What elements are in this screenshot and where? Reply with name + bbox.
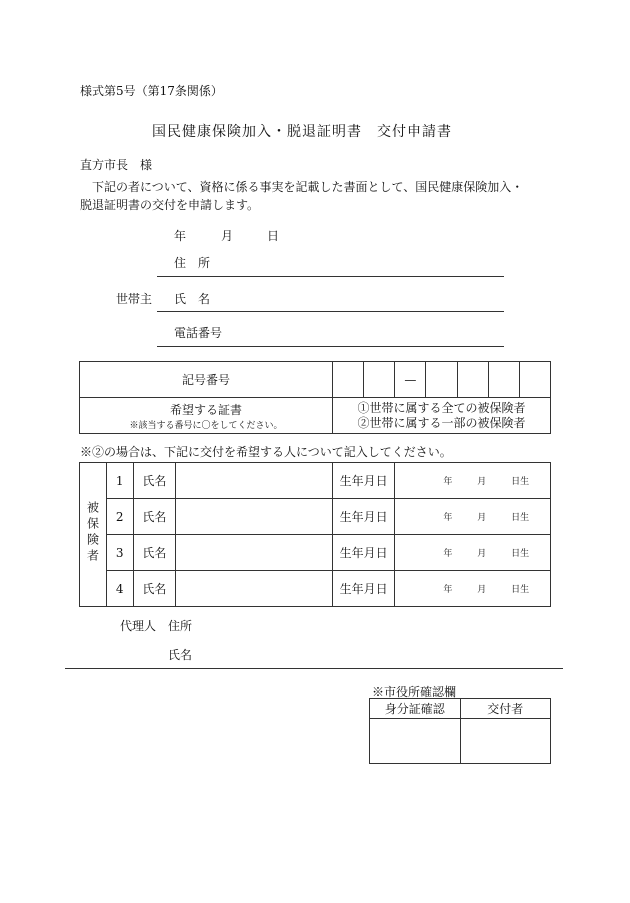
intro-line-1: 下記の者について、資格に係る事実を記載した書面として、国民健康保険加入・ <box>80 180 524 194</box>
insured-name-field[interactable] <box>176 535 333 571</box>
address-field[interactable] <box>157 276 504 277</box>
dob-year: 年 <box>443 513 453 523</box>
dob-year: 年 <box>443 549 453 559</box>
date-day-label: 日 <box>267 229 280 243</box>
dob-label: 生年月日 <box>333 535 395 571</box>
symbol-number-label: 記号番号 <box>80 362 333 398</box>
desired-cert-label: 希望する証書 <box>170 402 243 417</box>
row-number: 3 <box>106 535 133 571</box>
dob-field[interactable] <box>395 535 551 571</box>
insured-table <box>79 462 551 607</box>
dob-label: 生年月日 <box>333 499 395 535</box>
insured-header <box>80 463 107 607</box>
issuer-label: 交付者 <box>460 699 551 719</box>
issuer-field[interactable] <box>460 719 551 764</box>
number-digit-box[interactable] <box>426 362 457 398</box>
desired-cert-note: ※該当する番号に〇をしてください。 <box>129 420 283 431</box>
symbol-number-table <box>79 361 551 434</box>
row-number: 1 <box>106 463 133 499</box>
number-digit-box[interactable] <box>457 362 488 398</box>
dob-month: 月 <box>477 477 487 487</box>
divider <box>65 668 563 669</box>
name-field[interactable] <box>157 311 504 312</box>
insured-name-field[interactable] <box>176 571 333 607</box>
agent-address-label: 住所 <box>168 619 193 633</box>
option-2[interactable]: ②世帯に属する一部の被保険者 <box>357 415 526 430</box>
agent-name-label: 氏名 <box>168 648 193 662</box>
dob-year: 年 <box>443 585 453 595</box>
insured-name-label: 氏名 <box>133 571 176 607</box>
date-month-label: 月 <box>221 229 234 243</box>
row-number: 2 <box>106 499 133 535</box>
dob-day: 日生 <box>511 513 530 523</box>
number-digit-box[interactable] <box>519 362 550 398</box>
dob-month: 月 <box>477 585 487 595</box>
insured-name-label: 氏名 <box>133 535 176 571</box>
insured-name-label: 氏名 <box>133 463 176 499</box>
date-year-label: 年 <box>174 229 187 243</box>
name-label: 氏 名 <box>174 292 211 306</box>
office-confirm-table <box>369 698 551 764</box>
phone-field[interactable] <box>157 346 504 347</box>
dob-year: 年 <box>443 477 453 487</box>
addressee: 直方市長 様 <box>80 158 153 172</box>
phone-label: 電話番号 <box>174 326 223 340</box>
dob-field[interactable] <box>395 499 551 535</box>
address-label: 住 所 <box>174 256 211 270</box>
number-digit-box[interactable] <box>488 362 519 398</box>
dob-label: 生年月日 <box>333 463 395 499</box>
dob-month: 月 <box>477 549 487 559</box>
dob-day: 日生 <box>511 477 530 487</box>
intro-line-2: 脱退証明書の交付を申請します。 <box>80 198 260 212</box>
dob-month: 月 <box>477 513 487 523</box>
symbol-digit-box[interactable] <box>364 362 395 398</box>
dob-day: 日生 <box>511 549 530 559</box>
dob-label: 生年月日 <box>333 571 395 607</box>
symbol-digit-box[interactable] <box>333 362 364 398</box>
option2-note: ※②の場合は、下記に交付を希望する人について記入してください。 <box>80 445 452 459</box>
insured-name-field[interactable] <box>176 463 333 499</box>
form-number: 様式第5号（第17条関係） <box>80 84 223 98</box>
insured-name-field[interactable] <box>176 499 333 535</box>
dob-day: 日生 <box>511 585 530 595</box>
id-check-field[interactable] <box>370 719 461 764</box>
householder-label: 世帯主 <box>116 292 153 306</box>
agent-label: 代理人 <box>120 619 157 633</box>
page-title: 国民健康保険加入・脱退証明書 交付申請書 <box>152 124 452 140</box>
dob-field[interactable] <box>395 463 551 499</box>
option-1[interactable]: ①世帯に属する全ての被保険者 <box>357 400 526 415</box>
dob-field[interactable] <box>395 571 551 607</box>
certificate-options <box>333 398 551 434</box>
id-check-label: 身分証確認 <box>370 699 461 719</box>
office-confirm-label: ※市役所確認欄 <box>372 685 457 699</box>
row-number: 4 <box>106 571 133 607</box>
desired-certificate-cell <box>80 398 333 434</box>
insured-name-label: 氏名 <box>133 499 176 535</box>
insured-label: 被保険者 <box>85 501 100 565</box>
symbol-dash: — <box>395 362 426 398</box>
